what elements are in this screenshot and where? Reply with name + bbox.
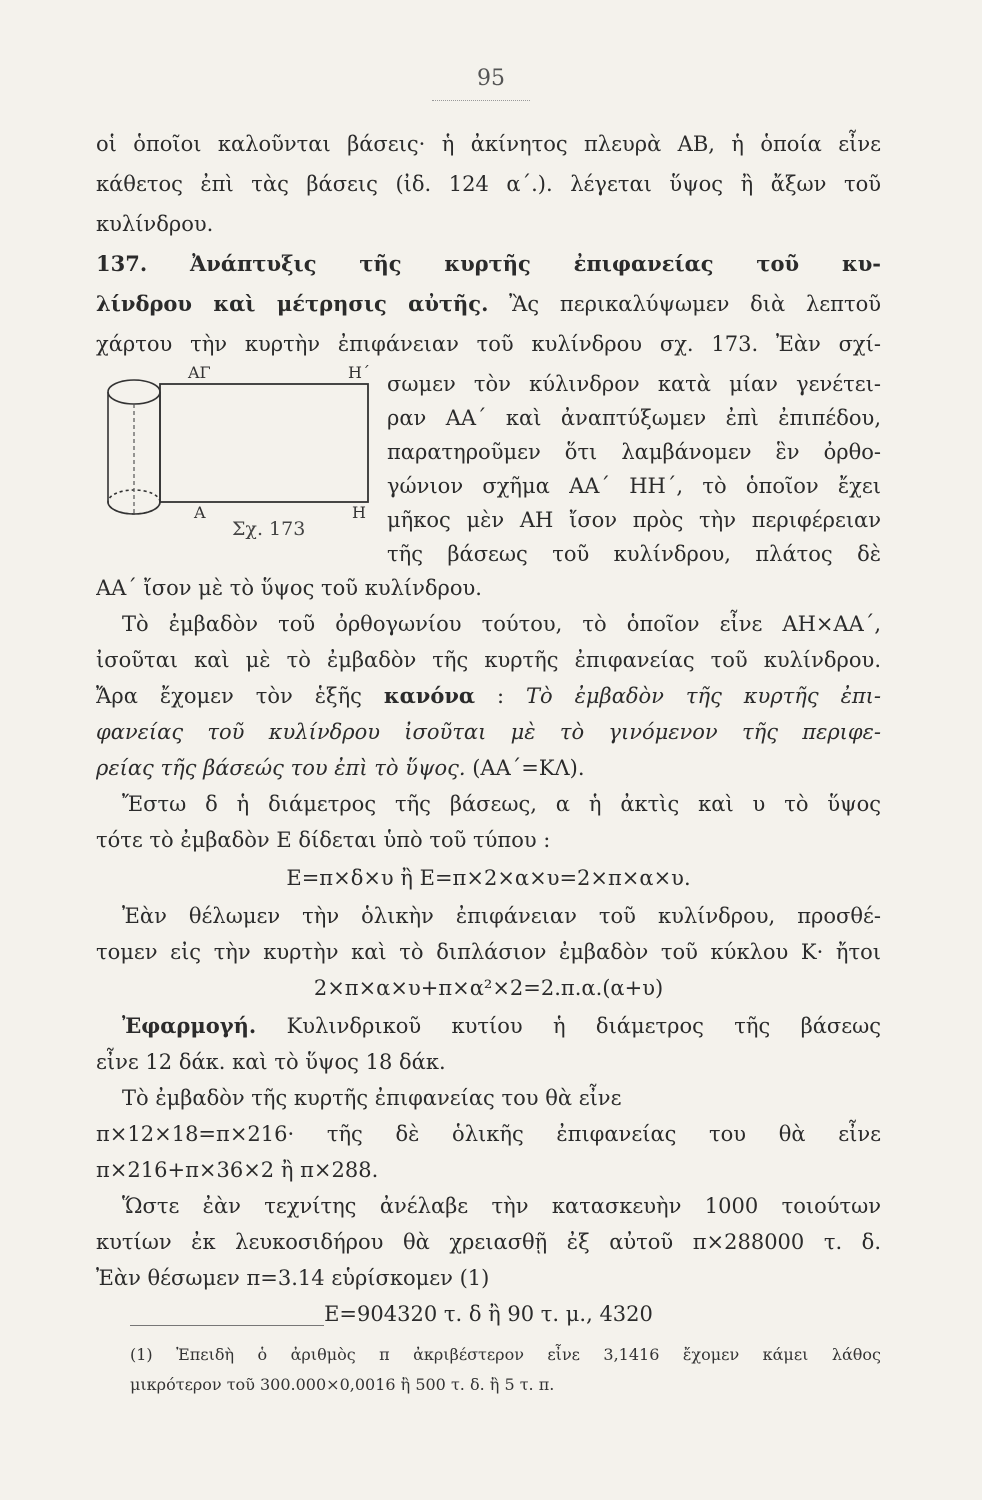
rule-text-start: Τὸ ἐμβαδὸν τῆς κυρτῆς ἐπι-: [526, 684, 881, 708]
footnote-line-2: μικρότερον τοῦ 300.000×0,0016 ἢ 500 τ. δ. ἢ 5 τ. π.: [130, 1375, 555, 1394]
text-line-n3: παρατηροῦμεν ὅτι λαμβάνομεν ἓν ὀρθο-: [387, 440, 881, 464]
page-number: 95: [477, 66, 505, 91]
text-line-18: εἶνε 12 δάκ. καὶ τὸ ὕψος 18 δάκ.: [96, 1050, 446, 1074]
text-line-n4: γώνιον σχῆμα ΑΑ΄ ΗΗ΄, τὸ ὁποῖον ἔχει: [387, 474, 881, 498]
unrolled-rectangle: [160, 384, 368, 502]
text-line-17: [96, 1006, 881, 1046]
text-line-7: ΑΑ΄ ἴσον μὲ τὸ ὕψος τοῦ κυλίνδρου.: [96, 576, 482, 600]
text-line-1: οἱ ὁποῖοι καλοῦνται βάσεις· ἡ ἀκίνητος πλευρὰ ΑΒ, ἡ ὁποία εἶνε: [96, 132, 881, 156]
section-heading-137: 137. Ἀνάπτυξις τῆς κυρτῆς ἐπιφανείας τοῦ κυ-: [96, 251, 881, 276]
text-line-2: κάθετος ἐπὶ τὰς βάσεις (ἰδ. 124 α΄.). λέγεται ὕψος ἢ ἄξων τοῦ: [96, 172, 881, 196]
text-line-17-rest: Κυλινδρικοῦ κυτίου ἡ διάμετρος τῆς βάσεως: [256, 1014, 881, 1038]
text-line-8: Τὸ ἐμβαδὸν τοῦ ὀρθογωνίου τούτου, τὸ ὁποῖον εἶνε ΑΗ×ΑΑ΄,: [122, 612, 881, 636]
text-line-5: [96, 284, 881, 324]
label-top-right: Η΄: [348, 363, 370, 382]
rule-word: κανόνα: [383, 683, 476, 708]
label-bottom-left: Α: [194, 503, 206, 522]
label-bottom-right: Η: [352, 503, 366, 522]
text-line-9: ἰσοῦται καὶ μὲ τὸ ἐμβαδὸν τῆς κυρτῆς ἐπιφανείας τοῦ κυλίνδρου.: [96, 648, 881, 672]
text-line-5-rest: Ἂς περικαλύψωμεν διὰ λεπτοῦ: [488, 292, 881, 316]
text-line-n2: ραν ΑΑ΄ καὶ ἀναπτύξωμεν ἐπὶ ἐπιπέδου,: [387, 406, 881, 430]
text-line-10: [96, 676, 881, 716]
text-line-14: τότε τὸ ἐμβαδὸν Ε δίδεται ὑπὸ τοῦ τύπου :: [96, 828, 551, 852]
text-line-15: Ἐὰν θέλωμεν τὴν ὁλικὴν ἐπιφάνειαν τοῦ κυλίνδρου, προσθέ-: [122, 904, 881, 928]
rule-text-line-2: φανείας τοῦ κυλίνδρου ἰσοῦται μὲ τὸ γινόμενον τῆς περιφε-: [96, 720, 881, 744]
text-line-24: Ἐὰν θέσωμεν π=3.14 εὑρίσκομεν (1): [96, 1266, 490, 1290]
text-line-3: κυλίνδρου.: [96, 212, 214, 236]
cylinder-top-ellipse: [108, 380, 160, 404]
rule-text-end: ρείας τῆς βάσεώς του ἐπὶ τὸ ὕψος.: [96, 756, 466, 780]
text-line-21: π×216+π×36×2 ἢ π×288.: [96, 1158, 379, 1182]
text-line-n5: μῆκος μὲν ΑΗ ἴσον πρὸς τὴν περιφέρειαν: [387, 508, 881, 532]
text-line-10-c: :: [475, 684, 527, 708]
text-line-12-b: (ΑΑ΄=ΚΛ).: [465, 756, 585, 780]
text-line-12: [96, 748, 881, 788]
text-line-10-a: Ἄρα ἔχομεν τὸν ἑξῆς: [96, 684, 384, 708]
label-top-left: ΑΓ: [188, 363, 211, 382]
section-heading-137-cont: λίνδρου καὶ μέτρησις αὐτῆς.: [96, 291, 489, 316]
page-number-rule: [432, 100, 530, 101]
text-line-n6: τῆς βάσεως τοῦ κυλίνδρου, πλάτος δὲ: [387, 542, 881, 566]
application-heading: Ἐφαρμογή.: [122, 1013, 257, 1038]
text-line-n1: σωμεν τὸν κύλινδρον κατὰ μίαν γενέτει-: [387, 372, 881, 396]
text-line-6: χάρτου τὴν κυρτὴν ἐπιφάνειαν τοῦ κυλίνδρου σχ. 173. Ἐὰν σχί-: [96, 332, 881, 356]
text-line-22: Ὥστε ἐὰν τεχνίτης ἀνέλαβε τὴν κατασκευὴν 1000 τοιούτων: [122, 1194, 881, 1218]
footnote-line-1: (1) Ἐπειδὴ ὁ ἀριθμὸς π ἀκριβέστερον εἶνε 3,1416 ἔχομεν κάμει λάθος: [130, 1345, 881, 1364]
footnote-rule: [130, 1325, 324, 1326]
figure-caption: Σχ. 173: [232, 518, 306, 540]
text-line-23: κυτίων ἐκ λευκοσιδήρου θὰ χρειασθῇ ἐξ αὐτοῦ π×288000 τ. δ.: [96, 1230, 881, 1254]
text-line-13: Ἔστω δ ἡ διάμετρος τῆς βάσεως, α ἡ ἀκτὶς καὶ υ τὸ ὕψος: [122, 792, 881, 816]
text-line-16: τομεν εἰς τὴν κυρτὴν καὶ τὸ διπλάσιον ἐμβαδὸν τοῦ κύκλου Κ· ἤτοι: [96, 940, 881, 964]
formula-3: Ε=904320 τ. δ ἢ 90 τ. μ., 4320: [324, 1302, 653, 1326]
formula-2: 2×π×α×υ+π×α²×2=2.π.α.(α+υ): [313, 976, 664, 1000]
text-line-19: Τὸ ἐμβαδὸν τῆς κυρτῆς ἐπιφανείας του θὰ εἶνε: [122, 1086, 622, 1110]
formula-1: Ε=π×δ×υ ἢ Ε=π×2×α×υ=2×π×α×υ.: [286, 866, 691, 890]
text-line-20: π×12×18=π×216· τῆς δὲ ὁλικῆς ἐπιφανείας του θὰ εἶνε: [96, 1122, 881, 1146]
